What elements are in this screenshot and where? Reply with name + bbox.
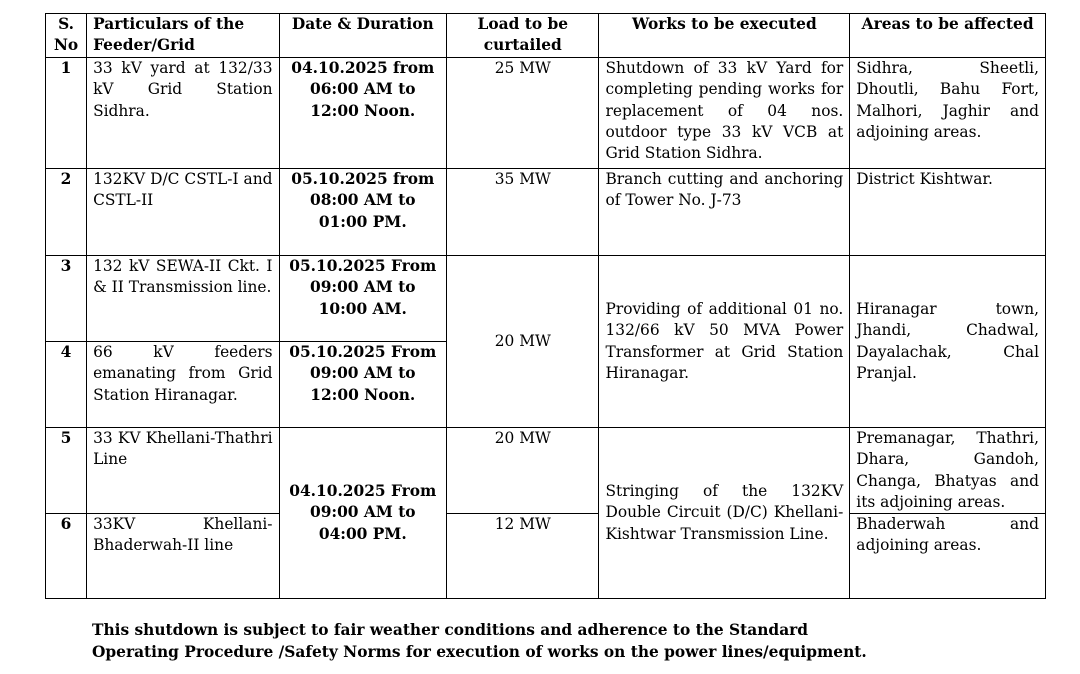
row-sno: 2 xyxy=(46,169,87,256)
row-areas: Premanagar, Thathri, Dhara, Gandoh, Changa, Bhatyas and its adjoining areas. xyxy=(850,428,1046,514)
row-load: 25 MW xyxy=(447,58,599,169)
note-line-2: Operating Procedure /Safety Norms for execution of works on the power lines/equipment. xyxy=(92,642,867,661)
shutdown-schedule-table xyxy=(45,13,1046,599)
row-sno: 5 xyxy=(46,428,87,514)
note-line-1: This shutdown is subject to fair weather conditions and adherence to the Standard xyxy=(92,621,809,639)
group-works: Providing of additional 01 no. 132/66 kV 50 MVA Power Transformer at Grid Station Hiranagar. xyxy=(599,256,850,428)
table-header-row xyxy=(46,14,1046,58)
row-load: 12 MW xyxy=(447,514,599,599)
table-row xyxy=(46,256,1046,342)
header-particulars: Particulars of the Feeder/Grid xyxy=(87,14,279,58)
shutdown-note xyxy=(92,620,992,663)
row-date: 04.10.2025 from 06:00 AM to 12:00 Noon. xyxy=(279,58,447,169)
group-date: 04.10.2025 From 09:00 AM to 04:00 PM. xyxy=(279,428,447,599)
row-works: Branch cutting and anchoring of Tower No. J-73 xyxy=(599,169,850,256)
row-sno: 6 xyxy=(46,514,87,599)
table-row xyxy=(46,58,1046,169)
row-particulars: 33 kV yard at 132/33 kV Grid Station Sidhra. xyxy=(87,58,279,169)
row-load: 20 MW xyxy=(447,428,599,514)
header-load: Load to be curtailed xyxy=(447,14,599,58)
row-load: 35 MW xyxy=(447,169,599,256)
row-sno: 4 xyxy=(46,342,87,428)
group-areas: Hiranagar town, Jhandi, Chadwal, Dayalachak, Chal Pranjal. xyxy=(850,256,1046,428)
row-date: 05.10.2025 from 08:00 AM to 01:00 PM. xyxy=(279,169,447,256)
row-works: Shutdown of 33 kV Yard for completing pending works for replacement of 04 nos. outdoor type 33 kV VCB at Grid Station Sidhra. xyxy=(599,58,850,169)
table-row xyxy=(46,428,1046,514)
header-works: Works to be executed xyxy=(599,14,850,58)
row-sno: 3 xyxy=(46,256,87,342)
row-particulars: 132 kV SEWA-II Ckt. I & II Transmission line. xyxy=(87,256,279,342)
row-particulars: 33KV Khellani-Bhaderwah-II line xyxy=(87,514,279,599)
row-areas: Bhaderwah and adjoining areas. xyxy=(850,514,1046,599)
row-sno: 1 xyxy=(46,58,87,169)
row-date: 05.10.2025 From 09:00 AM to 12:00 Noon. xyxy=(279,342,447,428)
row-date: 05.10.2025 From 09:00 AM to 10:00 AM. xyxy=(279,256,447,342)
group-load: 20 MW xyxy=(447,256,599,428)
row-areas: District Kishtwar. xyxy=(850,169,1046,256)
row-areas: Sidhra, Sheetli, Dhoutli, Bahu Fort, Malhori, Jaghir and adjoining areas. xyxy=(850,58,1046,169)
row-particulars: 132KV D/C CSTL-I and CSTL-II xyxy=(87,169,279,256)
header-date: Date & Duration xyxy=(279,14,447,58)
table-row xyxy=(46,169,1046,256)
table-row xyxy=(46,514,1046,599)
header-areas: Areas to be affected xyxy=(850,14,1046,58)
group-works: Stringing of the 132KV Double Circuit (D/C) Khellani-Kishtwar Transmission Line. xyxy=(599,428,850,599)
row-particulars: 33 KV Khellani-Thathri Line xyxy=(87,428,279,514)
header-sno: S. No xyxy=(46,14,87,58)
row-particulars: 66 kV feeders emanating from Grid Station Hiranagar. xyxy=(87,342,279,428)
